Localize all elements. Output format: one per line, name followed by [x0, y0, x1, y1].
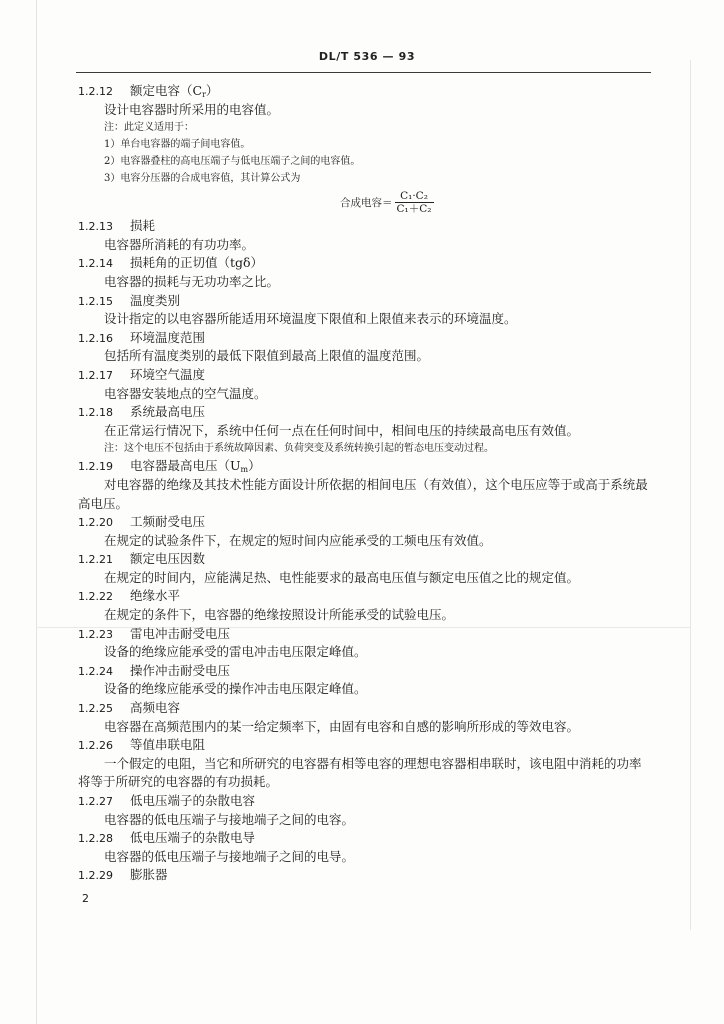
scan-edge-right [690, 60, 691, 930]
document-body [78, 82, 678, 885]
section-title: 环境空气温度 [130, 366, 206, 382]
section-heading [78, 329, 678, 348]
section-body: 电容器的低电压端子与接地端子之间的电容。 [104, 811, 355, 827]
note-label: 注：此定义适用于： [104, 122, 194, 134]
section-heading [78, 736, 678, 755]
section-number: 1.2.12 [78, 85, 113, 98]
section-title: 环境温度范围 [130, 329, 206, 345]
section-number: 1.2.21 [78, 553, 113, 567]
section-title-tail: ） [248, 458, 261, 474]
section-title: 系统最高电压 [130, 404, 206, 420]
section-title-tail: ） [205, 83, 219, 98]
section-heading [78, 587, 678, 606]
section-body: 在规定的条件下，电容器的绝缘按照设计所能承受的试验电压。 [104, 607, 455, 623]
section-heading [78, 513, 678, 532]
composite-capacitance-formula [78, 187, 678, 217]
section-heading [78, 550, 678, 569]
section-title: 等值串联电阻 [130, 737, 206, 753]
section-title: 电容器最高电压（U [130, 458, 241, 474]
section-title: 雷电冲击耐受电压 [130, 625, 231, 641]
title-subscript: m [240, 465, 249, 475]
scan-edge-left [36, 0, 37, 1024]
page-number: 2 [82, 892, 89, 905]
section-heading [78, 82, 678, 101]
section-body: 电容器所消耗的有功功率。 [104, 236, 255, 252]
section-body: 电容器在高频范围内的某一给定频率下，由固有电容和自感的影响所形成的等效电容。 [104, 718, 580, 734]
section-heading [78, 662, 678, 681]
section-number: 1.2.13 [78, 220, 113, 234]
section-number: 1.2.29 [78, 869, 113, 883]
section-body: 在正常运行情况下，系统中任何一点在任何时间中，相间电压的持续最高电压有效值。 [104, 422, 580, 438]
section-title: 高频电容 [130, 700, 181, 716]
section-number: 1.2.14 [78, 257, 113, 271]
section-number: 1.2.26 [78, 739, 113, 753]
section-heading [78, 699, 678, 718]
section-heading [78, 366, 678, 385]
section-heading [78, 866, 678, 885]
section-number: 1.2.25 [78, 702, 113, 716]
section-body: 设计指定的以电容器所能适用环境温度下限值和上限值来表示的环境温度。 [104, 311, 517, 327]
section-body: 包括所有温度类别的最低下限值到最高上限值的温度范围。 [104, 348, 430, 364]
section-number: 1.2.24 [78, 664, 113, 678]
section-heading [78, 403, 678, 422]
section-number: 1.2.28 [78, 832, 113, 846]
section-number: 1.2.27 [78, 795, 113, 808]
section-heading [78, 829, 678, 848]
section-note: 注：这个电压不包括由于系统故障因素、负荷突变及系统转换引起的暂态电压变动过程。 [104, 443, 494, 455]
section-body: 设备的绝缘应能承受的操作冲击电压限定峰值。 [104, 681, 367, 697]
section-number: 1.2.19 [78, 460, 113, 474]
section-body: 电容器的低电压端子与接地端子之间的电导。 [104, 848, 355, 864]
section-number: 1.2.23 [78, 627, 113, 641]
section-body-line: 一个假定的电阻，当它和所研究的电容器有相等电容的理想电容器相串联时，该电阻中消耗的功率 [104, 755, 642, 771]
section-title: 低电压端子的杂散电导 [130, 830, 256, 846]
formula-denominator: C₁＋C₂ [396, 202, 432, 215]
formula-lhs: 合成电容＝ [340, 196, 393, 209]
section-body-line: 高电压。 [78, 495, 129, 511]
note-item: 1）单台电容器的端子间电容值。 [104, 139, 251, 151]
section-heading [78, 625, 678, 644]
section-body: 设备的绝缘应能承受的雷电冲击电压限定峰值。 [104, 644, 367, 660]
section-heading [78, 254, 678, 273]
section-heading [78, 292, 678, 311]
section-title: 操作冲击耐受电压 [130, 662, 231, 678]
section-number: 1.2.20 [78, 516, 113, 530]
section-title: 温度类别 [130, 292, 181, 308]
section-title: 额定电压因数 [130, 551, 206, 567]
section-heading [78, 217, 678, 236]
section-body: 设计电容器时所采用的电容值。 [104, 101, 280, 117]
section-heading [78, 792, 678, 811]
formula-fraction [395, 190, 434, 215]
section-body-line: 将等于所研究的电容器的有功损耗。 [78, 774, 279, 790]
section-body: 在规定的试验条件下，在规定的短时间内应能承受的工频电压有效值。 [104, 532, 492, 548]
section-number: 1.2.22 [78, 590, 113, 604]
note-item: 2）电容器叠柱的高电压端子与低电压端子之间的电容值。 [104, 156, 361, 168]
section-number: 1.2.17 [78, 368, 113, 382]
section-title: 额定电容（C [130, 83, 203, 98]
section-title: 工频耐受电压 [130, 514, 206, 530]
header-rule [76, 72, 651, 73]
title-subscript: r [202, 90, 206, 99]
section-number: 1.2.16 [78, 331, 113, 345]
section-title: 损耗角的正切值（tgδ） [130, 255, 264, 271]
section-heading [78, 457, 678, 476]
section-title: 损耗 [130, 218, 156, 234]
section-title: 低电压端子的杂散电容 [130, 793, 256, 808]
note-item: 3）电容分压器的合成电容值，其计算公式为 [104, 173, 301, 185]
section-body: 在规定的时间内，应能满足热、电性能要求的最高电压值与额定电压值之比的规定值。 [104, 569, 580, 585]
section-number: 1.2.18 [78, 406, 113, 420]
section-body-line: 对电容器的绝缘及其技术性能方面设计所依据的相间电压（有效值），这个电压应等于或高于系统最 [104, 476, 648, 492]
formula-numerator: C₁·C₂ [400, 189, 428, 202]
section-body: 电容器安装地点的空气温度。 [104, 385, 267, 401]
section-title: 绝缘水平 [130, 588, 181, 604]
document-code: DL/T 536 — 93 [318, 50, 416, 63]
section-number: 1.2.15 [78, 294, 113, 308]
section-body: 电容器的损耗与无功功率之比。 [104, 273, 280, 289]
section-title: 膨胀器 [130, 867, 168, 883]
